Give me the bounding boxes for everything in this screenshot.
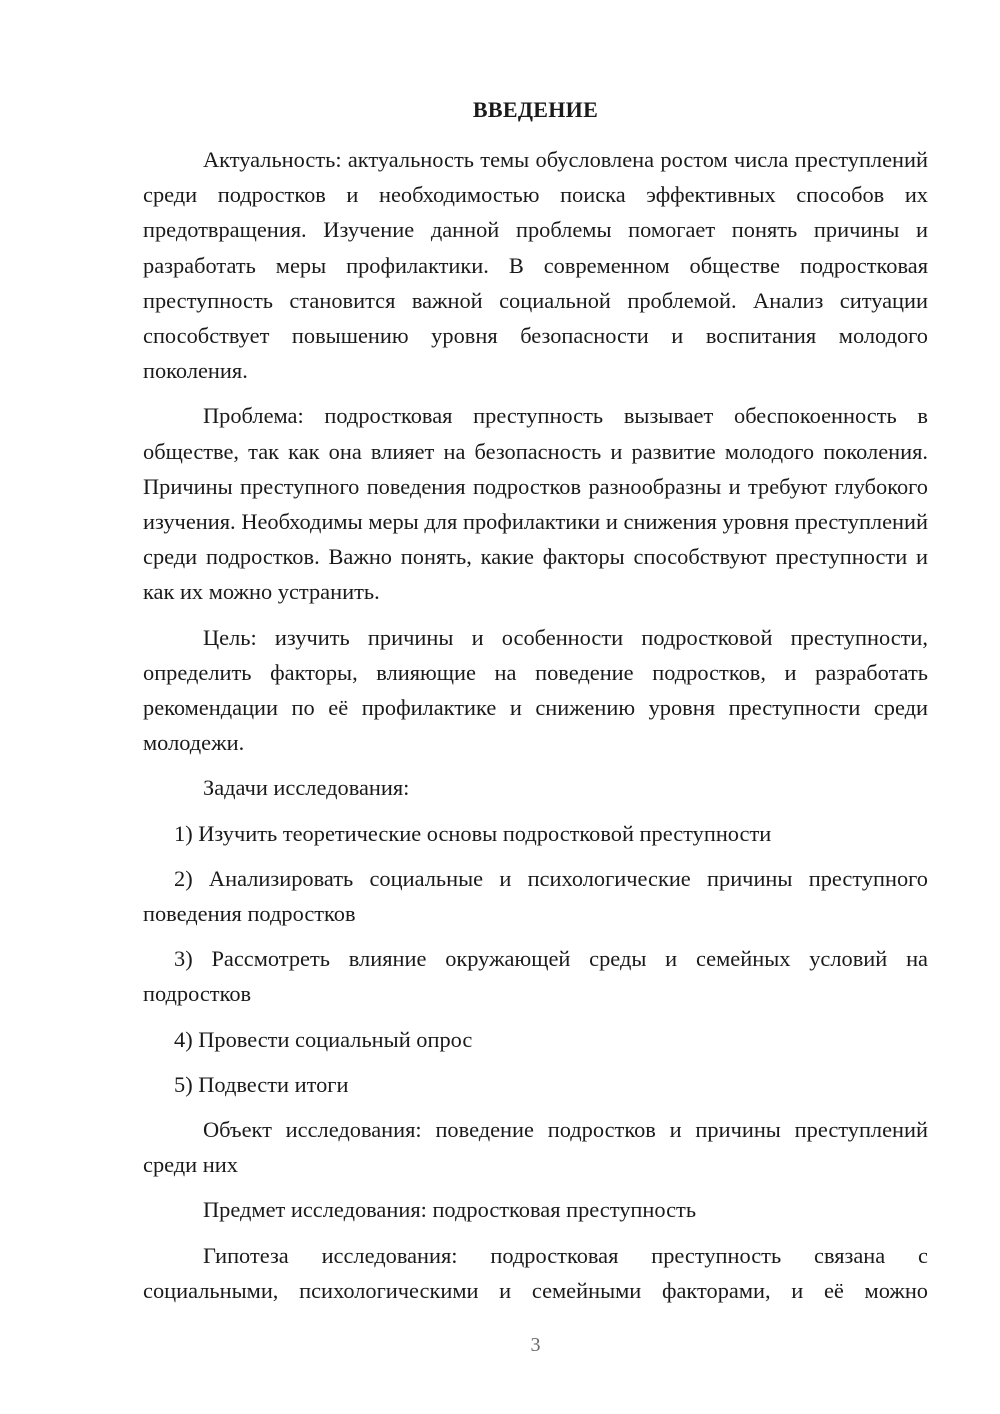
page-number: 3 [530, 1334, 541, 1356]
paragraph-subject: Предмет исследования: подростковая преступность [203, 1197, 697, 1223]
paragraph-goal: Цель: изучить причины и особенности подростковой преступности, определить факторы, влияющие на поведение подростков, и разработать рекомендации по её профилактике и снижению уровня преступности среди молодежи. [143, 624, 928, 756]
paragraph-tasks-heading: Задачи исследования: [203, 775, 410, 801]
paragraph-problem: Проблема: подростковая преступность вызывает обеспокоенность в обществе, так как она влияет на безопасность и развитие молодого поколения. Причины преступного поведения подростков разнообразны и требуют глубокого изучения. Необходимы меры для профилактики и снижения уровня преступлений среди подростков. Важно понять, какие факторы способствуют преступности и как их можно устранить. [143, 403, 928, 605]
paragraph-object: Объект исследования: поведение подростков и причины преступлений среди них [143, 1117, 928, 1178]
task-item-5: 5) Подвести итоги [174, 1071, 349, 1097]
paragraph-hypothesis: Гипотеза исследования: подростковая преступность связана с социальными, психологическими и семейными факторами, и её можно [143, 1242, 928, 1303]
task-item-2: 2) Анализировать социальные и психологические причины преступного поведения подростков [143, 865, 928, 927]
document-body [143, 142, 928, 1318]
document-page [143, 0, 928, 1414]
task-item-3: 3) Рассмотреть влияние окружающей среды и семейных условий на подростков [143, 946, 928, 1007]
task-item-1: 1) Изучить теоретические основы подростковой преступности [174, 820, 772, 846]
paragraph-relevance: Актуальность: актуальность темы обусловлена ростом числа преступлений среди подростков и необходимостью поиска эффективных способов их предотвращения. Изучение данной проблемы помогает понять причины и разработать меры профилактики. В современном обществе подростковая преступность становится важной социальной проблемой. Анализ ситуации способствует повышению уровня безопасности и воспитания молодого поколения. [143, 147, 928, 384]
task-item-4: 4) Провести социальный опрос [174, 1026, 473, 1052]
page-title: ВВЕДЕНИЕ [472, 97, 599, 122]
